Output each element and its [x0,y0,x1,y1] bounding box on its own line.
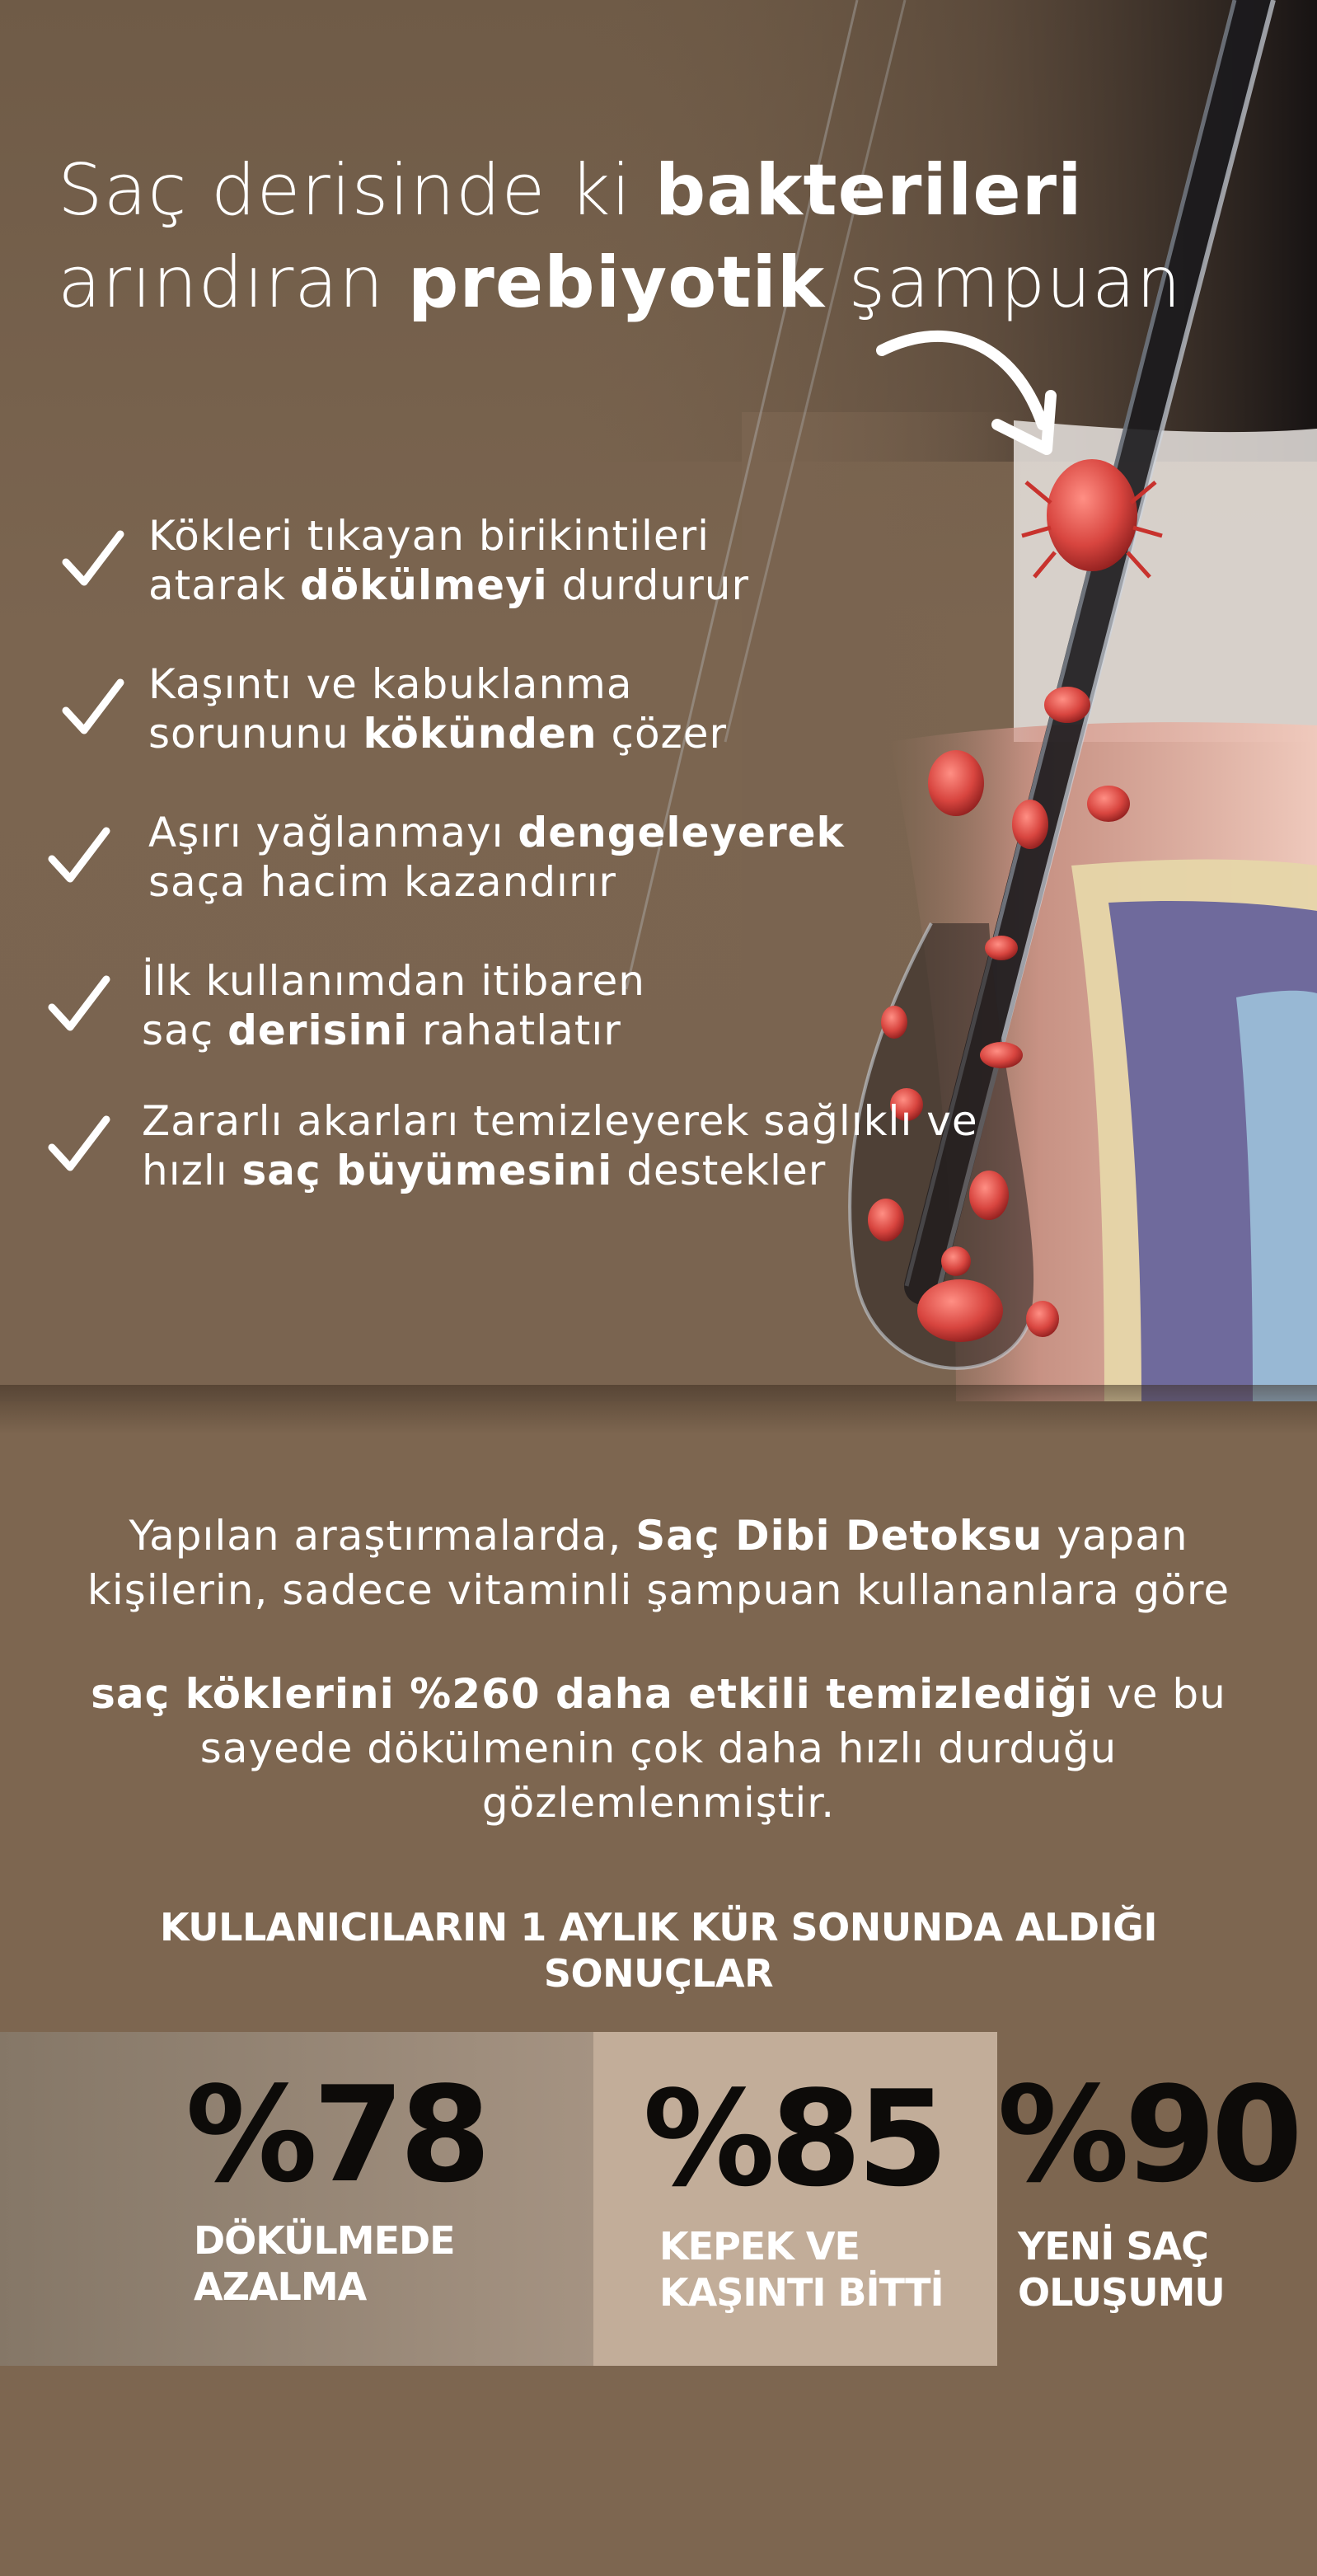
checkmark-icon [45,1113,111,1179]
hero-title-highlight: bakterileri [654,149,1083,232]
benefit-item [0,948,1071,1063]
benefit-text [142,1096,978,1195]
benefit-line: sorununu [148,710,363,758]
benefit-highlight: kökünden [363,710,598,758]
stat-card-hair-loss [0,2032,593,2366]
results-stats [0,2032,1317,2366]
research-text-part: sayede dökülmenin çok daha hızlı durduğu [199,1724,1118,1772]
stat-label: YENİ SAÇ OLUŞUMU [1018,2224,1225,2315]
benefit-highlight: saç büyümesini [241,1147,613,1194]
benefit-line: hızlı [142,1147,242,1194]
benefit-item [0,800,1071,915]
hero-title-highlight: prebiyotik [407,242,826,324]
research-highlight: Saç Dibi Detoksu [635,1512,1043,1560]
benefit-line: saça hacim kazandırır [148,858,616,906]
research-text-part: ve bu [1093,1670,1226,1718]
research-text-part: kişilerin, sadece vitaminli şampuan kullananlara göre [87,1566,1230,1614]
results-title-line: KULLANICILARIN 1 AYLIK KÜR SONUNDA ALDIĞI [159,1905,1158,1950]
checkmark-icon [45,824,111,890]
research-paragraph-1 [0,1509,1317,1617]
benefit-text [148,659,727,758]
stat-value: %78 [185,2058,486,2212]
results-title [0,1904,1317,1997]
stat-value: %85 [643,2062,944,2216]
benefit-text [148,808,845,907]
benefit-line: atarak [148,561,300,609]
benefit-line: Zararlı akarları temizleyerek sağlıklı ve [142,1097,978,1145]
hero-title-part: arındıran [58,242,408,324]
benefit-line: Kökleri tıkayan birikintileri [148,512,710,560]
checkmark-icon [59,676,125,742]
stat-card-dandruff [593,2032,997,2366]
stat-card-new-hair [997,2032,1317,2366]
benefit-line: durdurur [547,561,750,609]
benefit-item [0,1088,1071,1204]
research-text-part: gözlemlenmiştir. [481,1779,836,1827]
hero-title [58,144,1212,329]
benefit-text [142,956,645,1055]
checkmark-icon [59,528,125,594]
stat-label: KEPEK VE KAŞINTI BİTTİ [659,2224,944,2315]
benefit-line: rahatlatır [408,1006,621,1054]
checkmark-icon [45,973,111,1039]
benefit-line: çözer [597,710,728,758]
benefit-line: Kaşıntı ve kabuklanma [148,660,633,708]
benefit-highlight: derisini [227,1006,409,1054]
stat-value: %90 [997,2058,1298,2212]
benefit-line: Aşırı yağlanmayı [148,809,518,856]
benefit-highlight: dengeleyerek [518,809,845,856]
research-highlight: saç köklerini %260 daha etkili temizlediği [91,1670,1094,1718]
hero-title-part: Saç derisinde ki [58,149,655,232]
benefit-highlight: dökülmeyi [299,561,548,609]
benefit-item [0,503,1071,618]
research-text-part: Yapılan araştırmalarda, [129,1512,636,1560]
curved-arrow-icon [874,326,1063,466]
benefit-line: destekler [612,1147,827,1194]
stat-label: DÖKÜLMEDE AZALMA [194,2218,455,2309]
section-divider [0,1385,1317,1434]
research-text [0,1509,1317,1879]
benefit-item [0,651,1071,767]
results-title-line: SONUÇLAR [543,1951,774,1996]
benefit-line: İlk kullanımdan itibaren [142,957,645,1005]
benefit-line: saç [142,1006,228,1054]
research-text-part: yapan [1043,1512,1188,1560]
research-paragraph-2 [0,1667,1317,1830]
benefit-text [148,511,749,610]
hero-title-part: şampuan [825,242,1183,324]
